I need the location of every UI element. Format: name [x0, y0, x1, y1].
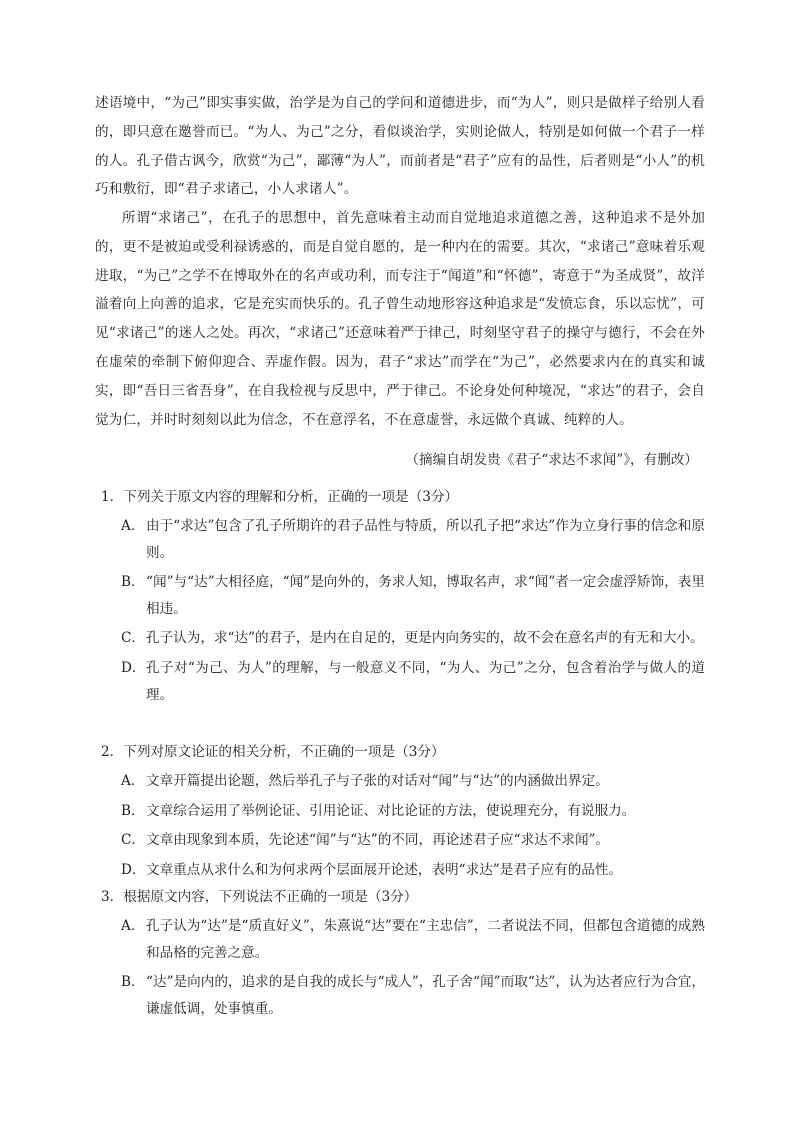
- question-1: [101, 484, 705, 711]
- option-list: [101, 513, 705, 708]
- option-d: [101, 655, 705, 708]
- option-text: 孔子认为“达”是“质直好义”，朱熹说“达”要在“主忠信”，二者说法不同，但都包含道德的成熟和品格的完善之意。: [146, 918, 705, 961]
- option-letter: D．: [121, 659, 146, 676]
- option-b: [101, 798, 705, 825]
- option-a: [101, 768, 705, 795]
- question-stem: 2．下列对原文论证的相关分析，不正确的一项是（3分）: [101, 744, 445, 760]
- option-letter: C．: [121, 832, 145, 849]
- question-stem: 3．根据原文内容，下列说法不正确的一项是（3分）: [101, 889, 418, 905]
- option-text: 孔子认为，求“达”的君子，是内在自足的，更是内向务实的，故不会在意名声的有无和大小。: [146, 630, 704, 647]
- option-text: 文章重点从求什么和为何求两个层面展开论述，表明“求达”是君子应有的品性。: [146, 861, 623, 878]
- option-text: 文章开篇提出论题，然后举孔子与子张的对话对“闻”与“达”的内涵做出界定。: [146, 773, 609, 789]
- option-text: “达”是向内的，追求的是自我的成长与“成人”，孔子舍“闻”而取“达”，认为达者应行为合宜，谦虚低调，处事慎重。: [146, 974, 705, 1017]
- option-text: 文章综合运用了举例论证、引用论证、对比论证的方法，使说理充分，有说服力。: [146, 802, 636, 819]
- option-b: [101, 569, 705, 622]
- option-letter: B．: [121, 802, 145, 819]
- option-d: [101, 857, 705, 884]
- option-list: [101, 768, 705, 883]
- option-letter: D．: [121, 861, 146, 878]
- option-letter: C．: [121, 630, 145, 647]
- option-letter: A．: [121, 918, 145, 934]
- question-stem: 1．下列关于原文内容的理解和分析，正确的一项是（3分）: [101, 489, 459, 505]
- option-c: [101, 827, 705, 854]
- option-a: [101, 913, 705, 966]
- option-text: 孔子对“为己、为人”的理解，与一般意义不同，“为人、为己”之分，包含着治学与做人的道理。: [146, 659, 705, 703]
- question-2: [101, 739, 705, 886]
- option-letter: B．: [121, 974, 145, 991]
- passage-paragraph-1: 述语境中，“为己”即实事实做，治学是为自己的学问和道德进步，而“为人”，则只是做样子给别人看的，即只意在邀誉而已。“为人、为己”之分，看似谈治学，实则论做人，特别是如何做一个君子一样的人。孔子借古讽今，欣赏“为己”，鄙薄“为人”，而前者是“君子”应有的品性，后者则是“小人”的机巧和敷衍，即“君子求诸己，小人求诸人”。: [95, 95, 705, 198]
- option-list: [101, 913, 705, 1022]
- option-a: [101, 513, 705, 566]
- passage-paragraph-2: 所谓“求诸己”，在孔子的思想中，首先意味着主动而自觉地追求道德之善，这种追求不是外加的，更不是被迫或受利禄诱惑的，而是自觉自愿的，是一种内在的需要。其次，“求诸己”意味着乐观进取，“为己”之学不在博取外在的名声或功利，而专注于“闻道”和“怀德”，寄意于“为圣成贤”，故洋溢着向上向善的追求，它是充实而快乐的。孔子曾生动地形容这种追求是“发愤忘食，乐以忘忧”，可见“求诸己”的迷人之处。再次，“求诸己”还意味着严于律己，时刻坚守君子的操守与德行，不会在外在虚荣的牵制下俯仰迎合、弄虚作假。因为，君子“求达”而学在“为己”，必然要求内在的真实和诚实，即“吾日三省吾身”，在自我检视与反思中，严于律己。不论身处何种境况，“求达”的君子，会自觉为仁，并时时刻刻以此为信念，不在意浮名，不在意虚誉，永远做个真诚、纯粹的人。: [95, 210, 705, 428]
- passage-source: （摘编自胡发贵《君子“求达不求闻”》，有删改）: [405, 452, 698, 468]
- option-letter: B．: [121, 574, 145, 591]
- option-letter: A．: [121, 773, 145, 789]
- option-letter: A．: [121, 518, 145, 534]
- option-b: [101, 969, 705, 1022]
- option-text: 文章由现象到本质，先论述“闻”与“达”的不同，再论述君子应“求达不求闻”。: [146, 832, 610, 849]
- option-c: [101, 625, 705, 652]
- option-text: 由于“求达”包含了孔子所期许的君子品性与特质，所以孔子把“求达”作为立身行事的信念和原则。: [146, 518, 705, 561]
- option-text: “闻”与“达”大相径庭，“闻”是向外的，务求人知，博取名声，求“闻”者一定会虚浮矫饰，表里相违。: [146, 574, 705, 617]
- question-3: [101, 884, 705, 1025]
